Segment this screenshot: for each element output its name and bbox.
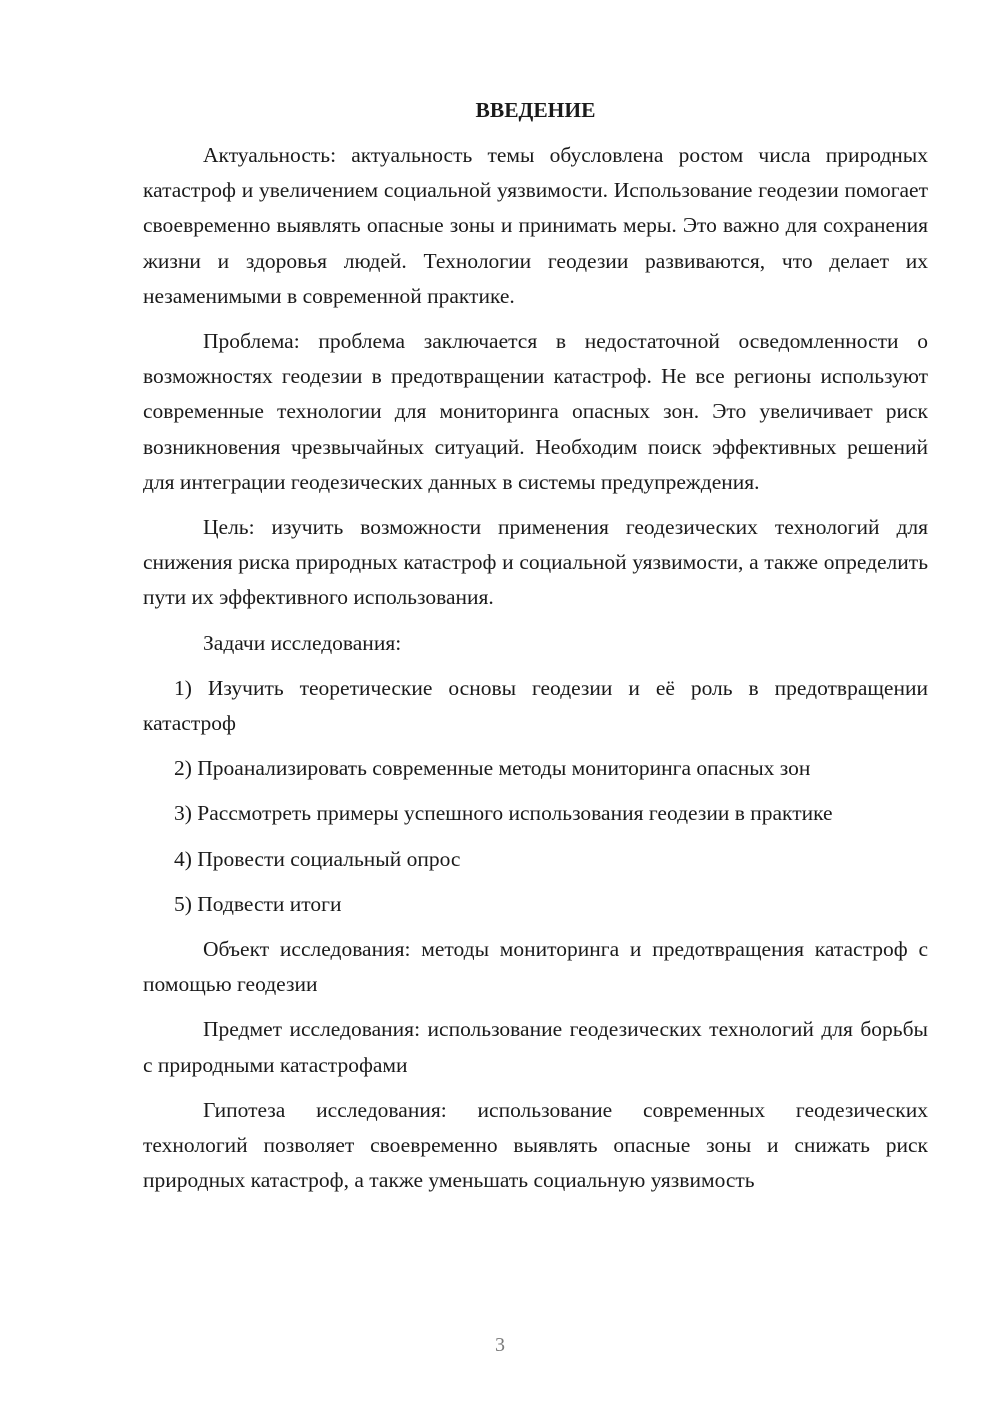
task-item: 4) Провести социальный опрос: [174, 846, 461, 871]
paragraph-object: Объект исследования: методы мониторинга и предотвращения катастроф с помощью геодезии: [143, 937, 928, 997]
task-item: 3) Рассмотреть примеры успешного использования геодезии в практике: [174, 801, 833, 826]
page-number: 3: [495, 1334, 505, 1356]
paragraph-goal: Цель: изучить возможности применения геодезических технологий для снижения риска природных катастроф и социальной уязвимости, а также определить пути их эффективного использования.: [143, 515, 928, 610]
paragraph-hypothesis: Гипотеза исследования: использование современных геодезических технологий позволяет своевременно выявлять опасные зоны и снижать риск природных катастроф, а также уменьшать социальную уязвимость: [143, 1097, 928, 1193]
paragraph-problem: Проблема: проблема заключается в недостаточной осведомленности о возможностях геодезии в предотвращении катастроф. Не все регионы используют современные технологии для мониторинга опасных зон. Это увеличивает риск возникновения чрезвычайных ситуаций. Необходим поиск эффективных решений для интеграции геодезических данных в системы предупреждения.: [143, 329, 928, 494]
task-item: 2) Проанализировать современные методы мониторинга опасных зон: [174, 756, 811, 781]
task-item: 5) Подвести итоги: [174, 891, 342, 916]
paragraph-tasks-heading: Задачи исследования:: [203, 630, 402, 655]
paragraph-subject: Предмет исследования: использование геодезических технологий для борьбы с природными катастрофами: [143, 1017, 928, 1077]
paragraph-relevance: Актуальность: актуальность темы обусловлена ростом числа природных катастроф и увеличением социальной уязвимости. Использование геодезии помогает своевременно выявлять опасные зоны и принимать меры. Это важно для сохранения жизни и здоровья людей. Технологии геодезии развиваются, что делает их незаменимыми в современной практике.: [143, 143, 928, 308]
section-title: ВВЕДЕНИЕ: [475, 98, 596, 122]
document-page: [143, 92, 928, 1208]
task-item: 1) Изучить теоретические основы геодезии и её роль в предотвращении катастроф: [143, 675, 928, 736]
